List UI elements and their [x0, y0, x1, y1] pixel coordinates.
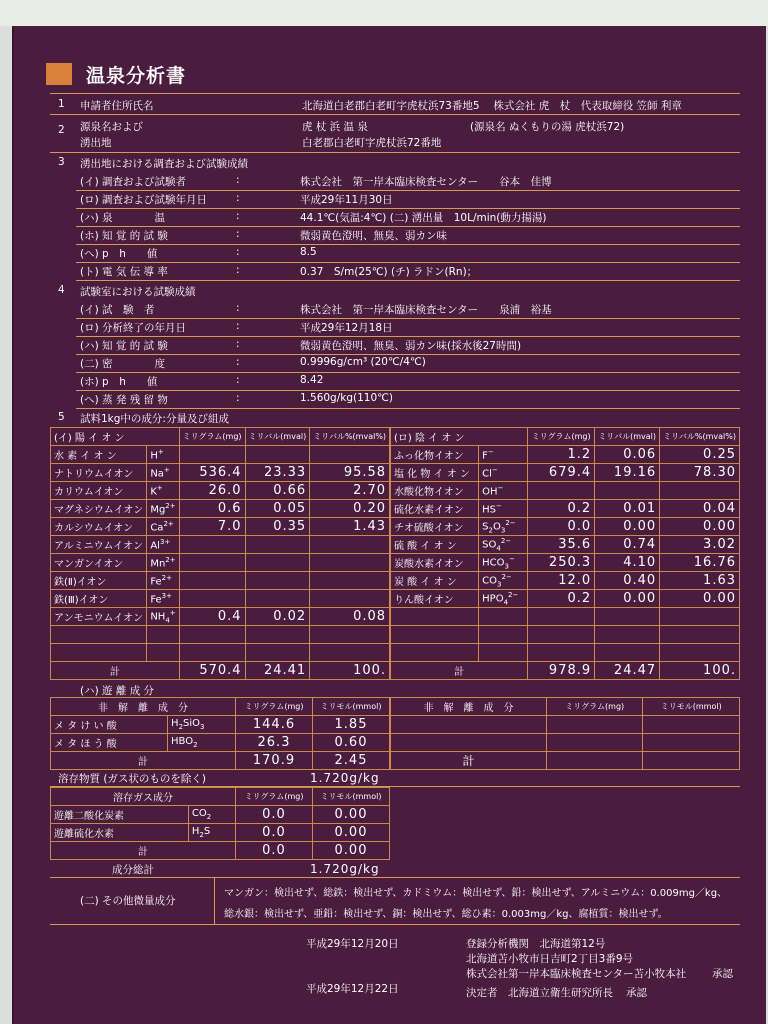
anion-formula [479, 644, 528, 662]
gas-mmol: 0.00 [313, 806, 390, 824]
anion-row [391, 464, 740, 482]
cation-mval [245, 572, 310, 590]
anion-formula: $S_2O_3^{2-}$ [479, 518, 528, 536]
cation-row [51, 536, 390, 554]
cation-mg: 7.0 [179, 518, 245, 536]
cation-pct [310, 644, 390, 662]
divider [76, 226, 740, 227]
anion-pct [660, 626, 740, 644]
section-3-row-label: (イ) 調査および試験者 [80, 176, 187, 188]
anion-pct-header: ミリバル%(mval%) [660, 428, 740, 446]
cation-title: (イ) 陽 イ オ ン [51, 428, 180, 446]
cation-name: カリウムイオン [51, 482, 147, 500]
anion-row [391, 446, 740, 464]
anion-pct [660, 482, 740, 500]
anion-mval: 0.00 [595, 590, 660, 608]
footer-date-1: 平成29年12月20日 [306, 938, 399, 950]
divider [76, 408, 740, 409]
anion-mg [528, 482, 595, 500]
section-3-row-colon: : [236, 174, 240, 186]
divider [50, 877, 740, 878]
anion-name: りん酸イオン [391, 590, 479, 608]
footer-approve-2: 承認 [626, 987, 647, 999]
cation-name: 鉄(Ⅱ)イオン [51, 572, 147, 590]
cation-name: マンガンイオン [51, 554, 147, 572]
anion-name: 塩 化 物 イ オ ン [391, 464, 479, 482]
undiss-mg-header: ミリグラム(mg) [236, 698, 313, 716]
cation-mg-header: ミリグラム(mg) [179, 428, 245, 446]
section-2-value-2: 白老郡白老町字虎杖浜72番地 [302, 137, 442, 149]
anion-mval: 0.00 [595, 518, 660, 536]
gas-total-mg: 0.0 [236, 842, 313, 860]
cation-formula: Na+ [147, 464, 179, 482]
cation-pct [310, 446, 390, 464]
divider [214, 877, 215, 924]
anion-row [391, 626, 740, 644]
anion-pct: 0.00 [660, 590, 740, 608]
anion-title: (ロ) 陰 イ オ ン [391, 428, 528, 446]
cation-row [51, 446, 390, 464]
undiss-right-mg-header: ミリグラム(mg) [547, 698, 643, 716]
divider [76, 372, 740, 373]
cation-mg [179, 590, 245, 608]
cation-row [51, 500, 390, 518]
gas-mmol-header: ミリモル(mmol) [313, 788, 390, 806]
gas-table [50, 787, 390, 860]
section-4-row-label: (二) 密 度 [80, 358, 166, 370]
anion-formula: $SO_4^{2-}$ [479, 536, 528, 554]
anion-row [391, 518, 740, 536]
gas-mg: 0.0 [236, 806, 313, 824]
divider [76, 336, 740, 337]
trace-line-1: マンガン：検出せず、総鉄：検出せず、カドミウム：検出せず、鉛：検出せず、アルミニウム：0.009mg／kg、 [224, 888, 728, 899]
cation-mg [179, 572, 245, 590]
divider [76, 354, 740, 355]
section-4-row-label: (ロ) 分析終了の年月日 [80, 322, 187, 334]
cation-row [51, 626, 390, 644]
cation-row [51, 590, 390, 608]
undiss-row [51, 734, 390, 752]
section-3-row-value: 微弱黄色澄明、無臭、弱カン味 [300, 230, 447, 242]
cation-mval [245, 590, 310, 608]
anion-mg: 250.3 [528, 554, 595, 572]
anion-formula [479, 608, 528, 626]
divider [76, 208, 740, 209]
cation-formula [147, 626, 179, 644]
dissolved-value: 1.720g/kg [310, 771, 380, 785]
anion-total-mval: 24.47 [595, 662, 660, 680]
section-4-row-colon: : [236, 374, 240, 386]
undiss-right-header: 非 解 離 成 分 [391, 698, 547, 716]
gas-row [51, 806, 390, 824]
cation-mval: 0.02 [245, 608, 310, 626]
undiss-mg: 144.6 [236, 716, 313, 734]
anion-mg: 0.0 [528, 518, 595, 536]
section-4-row-value: 株式会社 第一岸本臨床検査センター 泉浦 裕基 [300, 304, 552, 316]
anion-name [391, 608, 479, 626]
anion-formula: $HPO_4^{2-}$ [479, 590, 528, 608]
divider [50, 152, 740, 153]
undiss-name: メ タ ほ う 酸 [51, 734, 168, 752]
footer-registration-1: 登録分析機関 北海道第12号 [466, 938, 606, 950]
anion-pct: 16.76 [660, 554, 740, 572]
section-5-number: 5 [58, 411, 65, 423]
anion-row [391, 590, 740, 608]
anion-mval: 0.74 [595, 536, 660, 554]
anion-name: 炭 酸 イ オ ン [391, 572, 479, 590]
anion-total-label: 計 [391, 662, 528, 680]
grand-total-label: 成分総計 [112, 864, 154, 876]
section-4-label: 試験室における試験成績 [80, 286, 196, 298]
anion-name: 硫化水素イオン [391, 500, 479, 518]
cation-formula [147, 644, 179, 662]
section-3-row-label: (ハ) 泉 温 [80, 212, 166, 224]
undissociated-right-table [390, 697, 740, 770]
undiss-row [51, 716, 390, 734]
cation-mval [245, 446, 310, 464]
section-3-row-colon: : [236, 228, 240, 240]
undiss-mmol: 0.60 [313, 734, 390, 752]
cation-mg: 0.6 [179, 500, 245, 518]
cation-pct-header: ミリバル%(mval%) [310, 428, 390, 446]
anion-mval-header: ミリバル(mval) [595, 428, 660, 446]
anion-row [391, 554, 740, 572]
section-4-row-value: 微弱黄色澄明、無臭、弱カン味(採水後27時間) [300, 340, 522, 352]
section-5-label: 試料1kg中の成分:分量及び組成 [80, 413, 229, 425]
section-3-row-value: 0.37 S/m(25℃) (チ) ラドン(Rn)； [300, 266, 478, 278]
section-4-row-colon: : [236, 392, 240, 404]
anion-formula: Cl− [479, 464, 528, 482]
section-4-row-value: 8.42 [300, 374, 324, 386]
undiss-right-total: 計 [391, 752, 547, 770]
cation-pct: 2.70 [310, 482, 390, 500]
anion-name: 硫 酸 イ オ ン [391, 536, 479, 554]
cation-total-label: 計 [51, 662, 180, 680]
dissolved-label: 溶存物質 (ガス状のものを除く) [58, 773, 207, 785]
undiss-formula: $HBO_2$ [168, 734, 236, 752]
cation-name [51, 626, 147, 644]
section-3-row-label: (ホ) 知 覚 的 試 験 [80, 230, 168, 242]
section-4-row-value: 1.560g/kg(110℃) [300, 392, 394, 404]
anion-row [391, 482, 740, 500]
anion-mval: 0.40 [595, 572, 660, 590]
gas-formula: $H_2S$ [188, 824, 235, 842]
section-1-number: 1 [58, 98, 65, 110]
undiss-mg: 26.3 [236, 734, 313, 752]
gas-total-mmol: 0.00 [313, 842, 390, 860]
gas-mg-header: ミリグラム(mg) [236, 788, 313, 806]
section-3-row-label: (ト) 電 気 伝 導 率 [80, 266, 168, 278]
section-4-row-value: 0.9996g/cm³ (20℃/4℃) [300, 356, 426, 368]
anion-pct: 1.63 [660, 572, 740, 590]
anion-mval: 4.10 [595, 554, 660, 572]
cation-pct: 0.20 [310, 500, 390, 518]
gas-formula: $CO_2$ [188, 806, 235, 824]
section-4-row-label: (へ) 蒸 発 残 留 物 [80, 394, 168, 406]
page-title: 温泉分析書 [86, 64, 187, 87]
cation-pct [310, 626, 390, 644]
cation-row [51, 608, 390, 626]
section-3-row-colon: : [236, 192, 240, 204]
undiss-total-label: 計 [51, 752, 236, 770]
anion-table [390, 427, 740, 680]
section-3-row-label: (へ) p h 値 [80, 248, 158, 260]
gas-col1-header: 溶存ガス成分 [51, 788, 236, 806]
gas-total-row [51, 842, 390, 860]
anion-formula: $HCO_3^-$ [479, 554, 528, 572]
anion-mg [528, 626, 595, 644]
cation-table [50, 427, 390, 680]
cation-pct [310, 536, 390, 554]
divider [50, 924, 740, 925]
undiss-mmol: 1.85 [313, 716, 390, 734]
cation-pct [310, 572, 390, 590]
cation-name: 水 素 イ オ ン [51, 446, 147, 464]
section-1-label: 申請者住所氏名 [80, 100, 154, 112]
cation-pct: 1.43 [310, 518, 390, 536]
section-2-label-2: 湧出地 [80, 137, 112, 149]
cation-mg [179, 446, 245, 464]
anion-pct [660, 644, 740, 662]
divider [50, 114, 740, 115]
anion-pct: 0.25 [660, 446, 740, 464]
section-2-number: 2 [58, 124, 65, 136]
cation-name: アンモニウムイオン [51, 608, 147, 626]
cation-formula: $Fe^{3+}$ [147, 590, 179, 608]
anion-mg [528, 608, 595, 626]
anion-pct [660, 608, 740, 626]
section-3-row-value: 平成29年11月30日 [300, 194, 393, 206]
section-3-row-value: 株式会社 第一岸本臨床検査センター 谷本 佳博 [300, 176, 552, 188]
undiss-col1-header: 非 解 離 成 分 [51, 698, 236, 716]
cation-row [51, 482, 390, 500]
section-3-row-colon: : [236, 246, 240, 258]
section-3-number: 3 [58, 156, 65, 168]
gas-total-label: 計 [51, 842, 236, 860]
anion-formula: HS− [479, 500, 528, 518]
anion-mg: 0.2 [528, 500, 595, 518]
anion-mval: 0.06 [595, 446, 660, 464]
cation-mg: 26.0 [179, 482, 245, 500]
anion-mg: 12.0 [528, 572, 595, 590]
undiss-mmol-header: ミリモル(mmol) [313, 698, 390, 716]
section-4-row-label: (ハ) 知 覚 的 試 験 [80, 340, 168, 352]
anion-mval [595, 626, 660, 644]
section-2-value-1b: (源泉名 ぬくもりの湯 虎杖浜72) [470, 121, 625, 133]
section-4-row-colon: : [236, 302, 240, 314]
cation-mval [245, 554, 310, 572]
anion-mval: 0.01 [595, 500, 660, 518]
anion-pct: 0.04 [660, 500, 740, 518]
cation-total-pct: 100. [310, 662, 390, 680]
anion-total-pct: 100. [660, 662, 740, 680]
cation-mval: 0.66 [245, 482, 310, 500]
anion-mg [528, 644, 595, 662]
cation-name: マグネシウムイオン [51, 500, 147, 518]
cation-formula: $Al^{3+}$ [147, 536, 179, 554]
anion-mg: 0.2 [528, 590, 595, 608]
cation-formula: $Ca^{2+}$ [147, 518, 179, 536]
section-4-row-label: (ホ) p h 値 [80, 376, 158, 388]
cation-mval [245, 626, 310, 644]
anion-mg: 1.2 [528, 446, 595, 464]
anion-row [391, 572, 740, 590]
cation-name: 鉄(Ⅲ)イオン [51, 590, 147, 608]
anion-mval [595, 608, 660, 626]
cation-row [51, 518, 390, 536]
anion-name [391, 644, 479, 662]
anion-mval: 19.16 [595, 464, 660, 482]
undiss-total-mmol: 2.45 [313, 752, 390, 770]
gas-name: 遊離硫化水素 [51, 824, 189, 842]
cation-total-row [51, 662, 390, 680]
cation-formula: $Mg^{2+}$ [147, 500, 179, 518]
anion-name: チオ硫酸イオン [391, 518, 479, 536]
anion-total-row [391, 662, 740, 680]
cation-pct: 95.58 [310, 464, 390, 482]
footer-date-2: 平成29年12月22日 [306, 983, 399, 995]
anion-total-mg: 978.9 [528, 662, 595, 680]
section-4-number: 4 [58, 284, 65, 296]
section-3-row-value: 44.1℃(気温:4℃) (二) 湧出量 10L/min(動力揚湯) [300, 212, 547, 224]
gas-mg: 0.0 [236, 824, 313, 842]
cation-pct [310, 590, 390, 608]
anion-formula [479, 626, 528, 644]
undiss-total-row [51, 752, 390, 770]
footer-registration-3: 株式会社第一岸本臨床検査センター苫小牧本社 [466, 968, 687, 980]
cation-mval: 23.33 [245, 464, 310, 482]
cation-mval [245, 536, 310, 554]
cation-pct: 0.08 [310, 608, 390, 626]
title-marker-icon [46, 63, 72, 85]
footer-registration-2: 北海道苫小牧市日吉町2丁目3番9号 [466, 953, 634, 965]
section-2-value-1: 虎 杖 浜 温 泉 [302, 121, 368, 133]
anion-row [391, 536, 740, 554]
cation-formula: $Mn^{2+}$ [147, 554, 179, 572]
cation-row [51, 464, 390, 482]
section-1-value: 北海道白老郡白老町字虎杖浜73番地5 株式会社 虎 杖 代表取締役 笠師 利章 [302, 100, 682, 112]
divider [76, 318, 740, 319]
anion-pct: 78.30 [660, 464, 740, 482]
divider [76, 244, 740, 245]
cation-row [51, 572, 390, 590]
cation-mg: 0.4 [179, 608, 245, 626]
section-4-row-value: 平成29年12月18日 [300, 322, 393, 334]
anion-row [391, 500, 740, 518]
anion-pct: 3.02 [660, 536, 740, 554]
anion-name [391, 626, 479, 644]
cation-formula: $Fe^{2+}$ [147, 572, 179, 590]
section-3-row-label: (ロ) 調査および試験年月日 [80, 194, 208, 206]
divider [76, 280, 740, 281]
section-3-label: 湧出地における調査および試験成績 [80, 158, 248, 170]
divider [76, 190, 740, 191]
section-3-row-colon: : [236, 210, 240, 222]
background-strip [0, 0, 768, 26]
cation-formula: $NH_4^+$ [147, 608, 179, 626]
section-4-row-colon: : [236, 338, 240, 350]
cation-mg: 536.4 [179, 464, 245, 482]
cation-name [51, 644, 147, 662]
gas-name: 遊離二酸化炭素 [51, 806, 189, 824]
trace-line-2: 総水銀：検出せず、亜鉛：検出せず、銅：検出せず、総ひ素：0.003mg／kg、腐植質：検出せず。 [224, 909, 668, 920]
cation-total-mval: 24.41 [245, 662, 310, 680]
anion-formula: F− [479, 446, 528, 464]
cation-formula: K+ [147, 482, 179, 500]
anion-formula: OH− [479, 482, 528, 500]
trace-label: (二) その他微量成分 [80, 895, 176, 907]
cation-pct [310, 554, 390, 572]
section-4-row-colon: : [236, 356, 240, 368]
gas-row [51, 824, 390, 842]
cation-mval [245, 644, 310, 662]
cation-name: カルシウムイオン [51, 518, 147, 536]
divider [50, 93, 740, 94]
undiss-title: (ハ) 遊 離 成 分 [80, 685, 155, 697]
anion-name: ふっ化物イオン [391, 446, 479, 464]
undiss-name: メ タ け い 酸 [51, 716, 168, 734]
section-4-row-colon: : [236, 320, 240, 332]
cation-mg [179, 644, 245, 662]
cation-formula: H+ [147, 446, 179, 464]
divider [76, 390, 740, 391]
divider [76, 262, 740, 263]
anion-mg: 679.4 [528, 464, 595, 482]
cation-mg [179, 626, 245, 644]
section-2-label-1: 源泉名および [80, 121, 143, 133]
anion-row [391, 608, 740, 626]
cation-total-mg: 570.4 [179, 662, 245, 680]
gas-mmol: 0.00 [313, 824, 390, 842]
footer-approve-1: 承認 [712, 968, 733, 980]
anion-name: 炭酸水素イオン [391, 554, 479, 572]
grand-total-value: 1.720g/kg [310, 862, 380, 876]
section-3-row-value: 8.5 [300, 246, 317, 258]
cation-row [51, 644, 390, 662]
anion-mg: 35.6 [528, 536, 595, 554]
undissociated-table [50, 697, 390, 770]
cation-mg [179, 536, 245, 554]
cation-name: ナトリウムイオン [51, 464, 147, 482]
footer-decider: 決定者 北海道立衛生研究所長 [466, 987, 613, 999]
anion-pct: 0.00 [660, 518, 740, 536]
anion-name: 水酸化物イオン [391, 482, 479, 500]
cation-name: アルミニウムイオン [51, 536, 147, 554]
anion-mg-header: ミリグラム(mg) [528, 428, 595, 446]
section-4-row-label: (イ) 試 験 者 [80, 304, 155, 316]
cation-mval: 0.35 [245, 518, 310, 536]
cation-row [51, 554, 390, 572]
anion-mval [595, 644, 660, 662]
cation-mg [179, 554, 245, 572]
section-3-row-colon: : [236, 264, 240, 276]
undiss-total-mg: 170.9 [236, 752, 313, 770]
cation-mval-header: ミリバル(mval) [245, 428, 310, 446]
cation-mval: 0.05 [245, 500, 310, 518]
undiss-formula: $H_2SiO_3$ [168, 716, 236, 734]
undiss-right-mmol-header: ミリモル(mmol) [643, 698, 740, 716]
anion-formula: $CO_3^{2-}$ [479, 572, 528, 590]
anion-row [391, 644, 740, 662]
title-block [46, 62, 186, 86]
anion-mval [595, 482, 660, 500]
